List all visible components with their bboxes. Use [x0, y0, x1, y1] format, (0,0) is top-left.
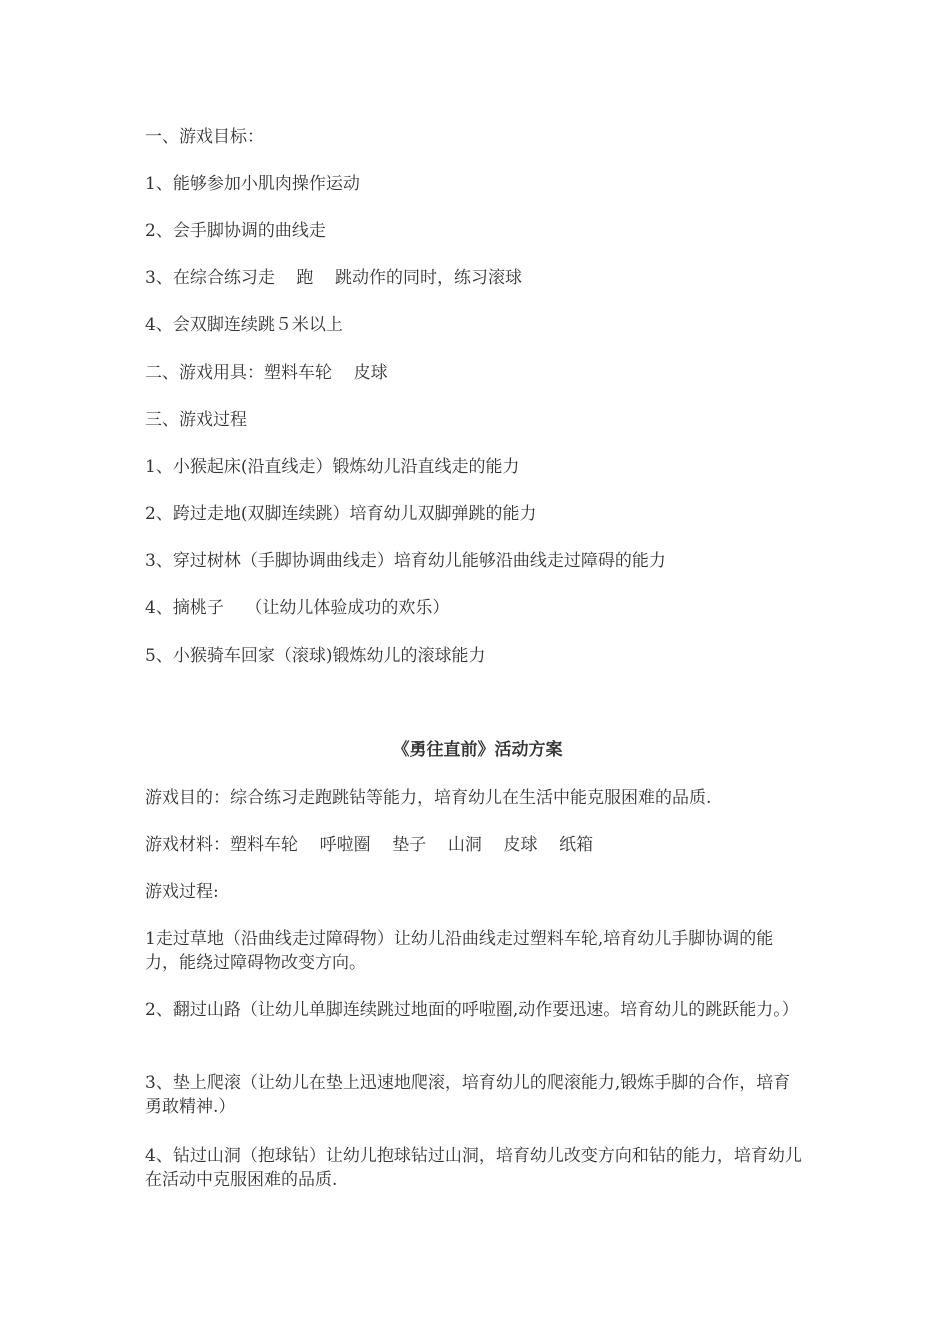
activity-title: 《勇往直前》活动方案	[392, 740, 563, 760]
activity-step-2: 2、翻过山路（让幼儿单脚连续跳过地面的呼啦圈,动作要迅速。培育幼儿的跳跃能力。）	[145, 1000, 799, 1020]
activity-goal: 游戏目的：综合练习走跑跳钻等能力，培育幼儿在生活中能克服困难的品质.	[145, 788, 712, 808]
goal-item-2: 2、会手脚协调的曲线走	[145, 221, 326, 241]
activity-materials: 游戏材料：塑料车轮 呼啦圈 垫子 山洞 皮球 纸箱	[145, 835, 594, 855]
tools-heading: 二、游戏用具：塑料车轮 皮球	[145, 363, 388, 383]
goal-item-1: 1、能够参加小肌肉操作运动	[145, 174, 360, 194]
process-heading: 三、游戏过程	[145, 410, 247, 430]
process-step-4: 4、摘桃子 （让幼儿体验成功的欢乐）	[145, 598, 450, 618]
goals-heading: 一、游戏目标：	[145, 127, 264, 147]
activity-step-4: 4、钻过山洞（抱球钻）让幼儿抱球钻过山洞，培育幼儿改变方向和钻的能力，培育幼儿在活动中克服困难的品质.	[145, 1146, 802, 1190]
goal-item-3: 3、在综合练习走 跑 跳动作的同时，练习滚球	[145, 268, 523, 288]
process-step-1: 1、小猴起床(沿直线走）锻炼幼儿沿直线走的能力	[145, 457, 520, 477]
process-step-3: 3、穿过树林（手脚协调曲线走）培育幼儿能够沿曲线走过障碍的能力	[145, 551, 666, 571]
activity-step-3: 3、垫上爬滚（让幼儿在垫上迅速地爬滚，培育幼儿的爬滚能力,锻炼手脚的合作，培育勇敢精神.）	[145, 1073, 791, 1117]
activity-process-heading: 游戏过程:	[145, 882, 219, 902]
process-step-5: 5、小猴骑车回家（滚球)锻炼幼儿的滚球能力	[145, 646, 486, 666]
activity-step-1: 1走过草地（沿曲线走过障碍物）让幼儿沿曲线走过塑料车轮,培育幼儿手脚协调的能力，能绕过障碍物改变方向。	[145, 929, 774, 973]
process-step-2: 2、跨过走地(双脚连续跳）培育幼儿双脚弹跳的能力	[145, 504, 537, 524]
goal-item-4: 4、会双脚连续跳５米以上	[145, 315, 343, 335]
